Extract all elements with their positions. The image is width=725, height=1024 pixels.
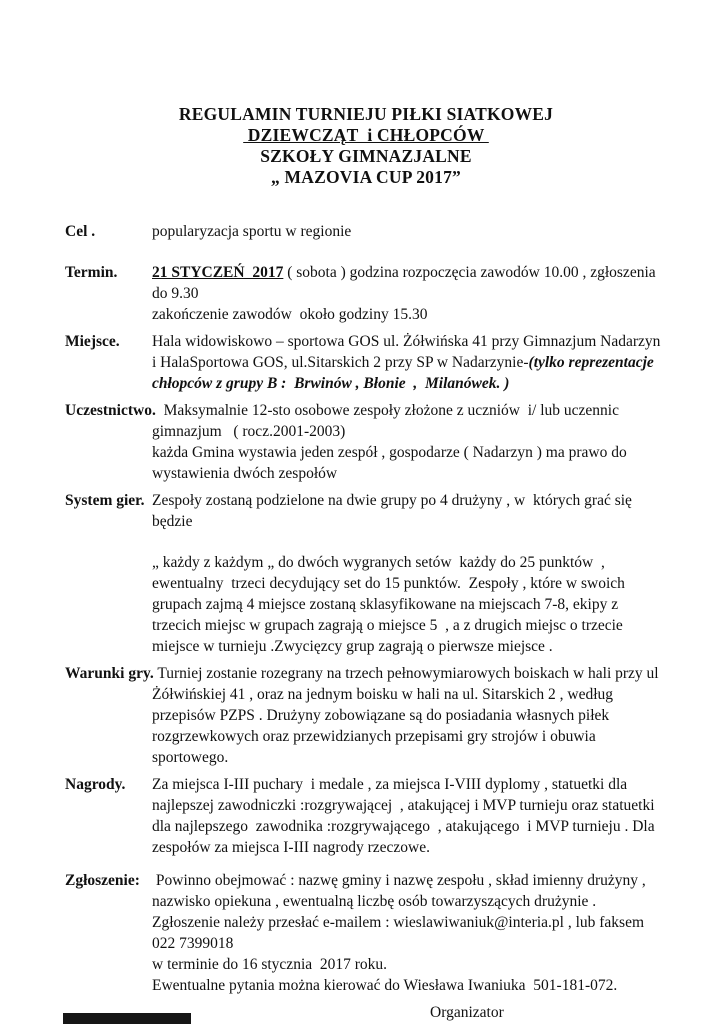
title-line-1: REGULAMIN TURNIEJU PIŁKI SIATKOWEJ — [178, 104, 554, 124]
section-warunki-gry — [65, 663, 667, 768]
uczestnictwo-body-1: Maksymalnie 12-sto osobowe zespoły złożone z uczniów i/ lub uczennic gimnazjum ( rocz.2001-2003) — [152, 402, 623, 440]
document-title — [65, 104, 667, 188]
section-termin-label: Termin. — [65, 264, 118, 281]
nagrody-body: Za miejsca I-III puchary i medale , za miejsca I-VIII dyplomy , statuetki dla najlepszej zawodniczki :rozgrywającej , atakującej i MVP turnieju oraz statuetki dla najlepszego zawodnika :rozgrywającego , atakującego i MVP turnieju . Dla zespołów za miejsca I-III nagrody rzeczowe. — [152, 776, 659, 856]
section-miejsce-label: Miejsce. — [65, 333, 120, 350]
section-nagrody-label: Nagrody. — [65, 776, 126, 793]
uczestnictwo-body-2: każda Gmina wystawia jeden zespół , gospodarze ( Nadarzyn ) ma prawo do wystawienia dwóch zespołów — [152, 444, 631, 482]
section-zgloszenie — [65, 870, 667, 996]
section-miejsce — [65, 331, 667, 394]
miejsce-note-italic: (tylko reprezentacje chłopców z grupy B : Brwinów , Błonie , Milanówek. ) — [152, 354, 658, 392]
section-system-gier-label: System gier. — [65, 492, 145, 509]
section-nagrody — [65, 774, 667, 858]
section-termin — [65, 262, 667, 325]
signature-organizator: Organizator — [430, 1004, 504, 1021]
title-line-3: SZKOŁY GIMNAZJALNE — [260, 146, 472, 166]
title-line-2 — [65, 125, 667, 146]
section-cel-body: popularyzacja sportu w regionie — [152, 223, 352, 240]
system-gier-para-2: „ każdy z każdym „ do dwóch wygranych setów każdy do 25 punktów , ewentualny trzeci decydujący set do 15 punktów. Zespoły , które w swoich grupach zajmą 4 miejsce zostaną sklasyfikowane na miejscach 7-8, ekipy z trzecich miejsc w grupach zagrają o miejsce 5 , a z drugich miejsc o trzecie miejsce w turnieju .Zwycięzcy grup zagrają o pierwsze miejsce . — [152, 554, 631, 655]
warunki-gry-body: Turniej zostanie rozegrany na trzech pełnowymiarowych boiskach w hali przy ul Żółwińskiej 41 , oraz na jednym boisku w hali na ul. Sitarskich 2 , według przepisów PZPS . Drużyny zobowiązane są do posiadania własnych piłek rozgrzewkowych oraz przewidzianych przepisami gry strojów i obuwia sportowego. — [152, 665, 663, 766]
section-system-gier — [65, 490, 667, 657]
system-gier-intro — [65, 490, 667, 532]
system-gier-para-1: Zespoły zostaną podzielone na dwie grupy po 4 drużyny , w których grać się będzie — [152, 492, 636, 530]
section-warunki-gry-label: Warunki gry. — [65, 665, 154, 682]
termin-end-time: zakończenie zawodów około godziny 15.30 — [152, 306, 428, 323]
miejsce-body: Hala widowiskowo – sportowa GOS ul. Żółwińska 41 przy Gimnazjum Nadarzyn i HalaSportowa GOS, ul.Sitarskich 2 przy SP w Nadarzynie- — [152, 333, 665, 371]
zgloszenie-contact: Ewentualne pytania można kierować do Wiesława Iwaniuka 501-181-072. — [152, 977, 618, 994]
scan-artifact-bar — [63, 1013, 191, 1024]
system-gier-rules — [65, 552, 667, 657]
title-line-2-underline: DZIEWCZĄT i CHŁOPCÓW — [243, 125, 489, 145]
section-uczestnictwo — [65, 400, 667, 484]
section-cel — [65, 221, 667, 242]
section-cel-label: Cel . — [65, 223, 96, 240]
zgloszenie-deadline: w terminie do 16 stycznia 2017 roku. — [152, 956, 388, 973]
termin-date: 21 STYCZEŃ 2017 — [152, 264, 284, 281]
section-uczestnictwo-label: Uczestnictwo. — [65, 402, 156, 419]
title-line-4: „ MAZOVIA CUP 2017” — [271, 167, 461, 187]
termin-details: ( sobota ) godzina rozpoczęcia zawodów 10.00 , zgłoszenia do 9.30 — [152, 264, 660, 302]
zgloszenie-body: Powinno obejmować : nazwę gminy i nazwę zespołu , skład imienny drużyny , nazwisko opiekuna , ewentualną liczbę osób towarzyszących drużynie . Zgłoszenie należy przesłać e-mailem : wieslawiwaniuk@interia.pl , lub faksem 022 7399018 — [152, 872, 650, 952]
section-zgloszenie-label: Zgłoszenie: — [65, 872, 140, 889]
